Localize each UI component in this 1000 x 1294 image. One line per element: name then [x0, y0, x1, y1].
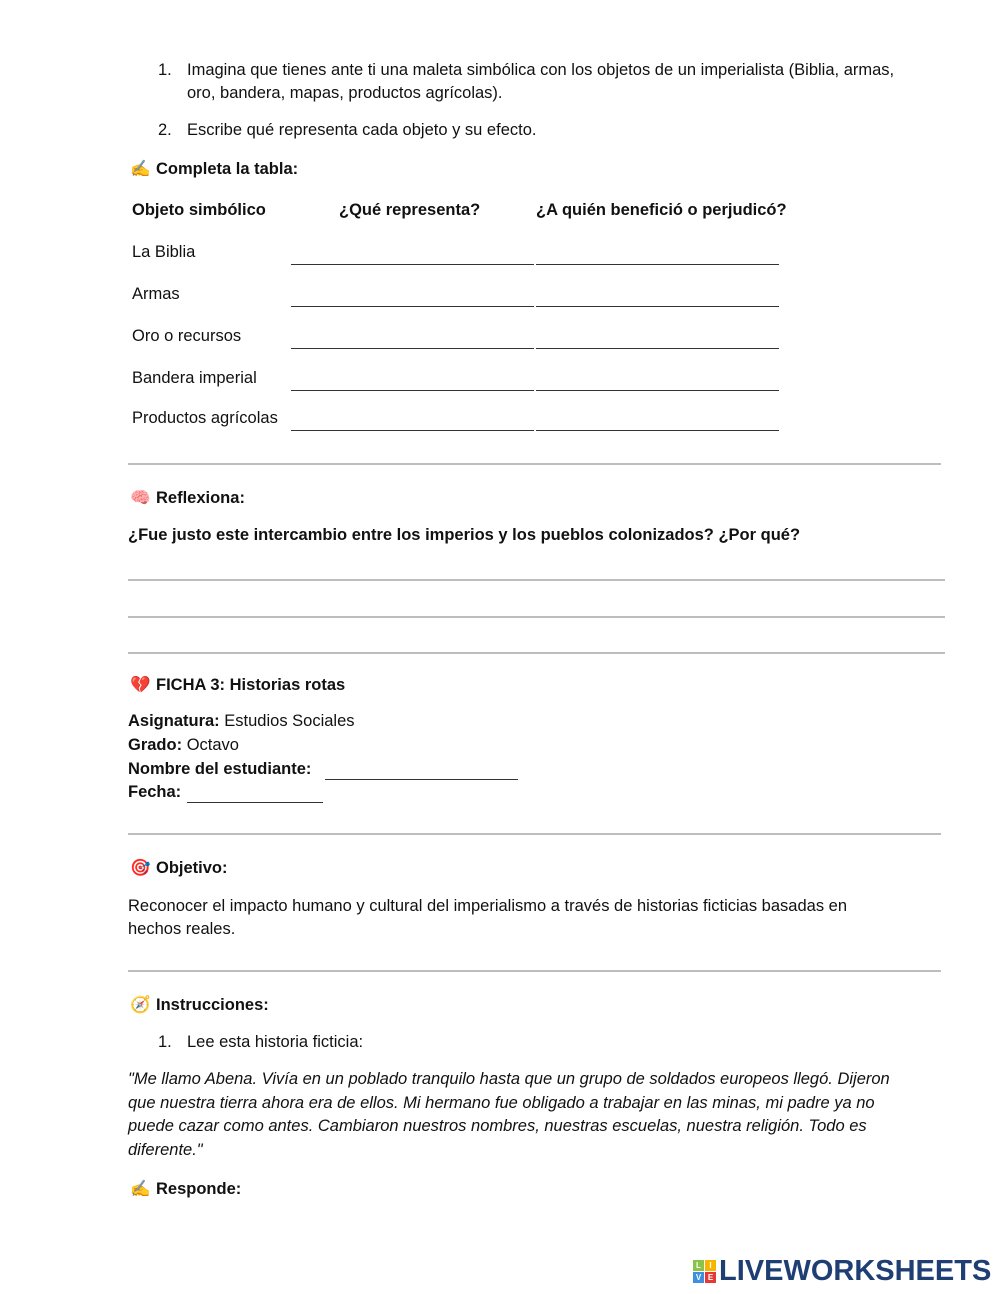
column-header: Objeto simbólico: [132, 201, 266, 219]
grado-label: Grado:: [128, 736, 183, 754]
reflexiona-heading: [130, 486, 245, 510]
writing-hand-icon: ✍️: [130, 160, 151, 178]
story-quote: "Me llamo Abena. Vivía en un poblado tranquilo hasta que un grupo de soldados europeos llegó. Dijeron: [128, 1070, 890, 1088]
step-text: Imagina que tienes ante ti una maleta simbólica con los objetos de un imperialista (Biblia, armas,: [187, 61, 895, 79]
effect-input[interactable]: [536, 324, 779, 349]
reflexiona-title: Reflexiona:: [156, 489, 245, 507]
represents-input[interactable]: [291, 324, 534, 349]
objetivo-title: Objetivo:: [156, 859, 228, 877]
ficha-heading: [130, 673, 345, 697]
row-label: Oro o recursos: [132, 327, 242, 345]
logo-text: LIVEWORKSHEETS: [719, 1255, 992, 1287]
logo-letter-block: E: [705, 1272, 716, 1283]
objetivo-text: hechos reales.: [128, 920, 236, 938]
nombre-input[interactable]: [325, 755, 518, 780]
asignatura-label: Asignatura:: [128, 712, 220, 730]
brain-icon: 🧠: [130, 489, 151, 507]
step-text: Escribe qué representa cada objeto y su efecto.: [187, 121, 537, 139]
responde-title: Responde:: [156, 1180, 242, 1198]
effect-input[interactable]: [536, 366, 779, 391]
ficha-title: FICHA 3: Historias rotas: [156, 676, 346, 694]
asignatura-value: Estudios Sociales: [224, 712, 355, 730]
row-label: Productos agrícolas: [132, 409, 278, 427]
writing-hand-icon: ✍️: [130, 1180, 151, 1198]
responde-heading: [130, 1177, 241, 1201]
nombre-label: Nombre del estudiante:: [128, 760, 312, 778]
answer-line-3[interactable]: [128, 628, 945, 654]
row-label: Bandera imperial: [132, 369, 257, 387]
represents-input[interactable]: [291, 240, 534, 265]
reflexiona-question: ¿Fue justo este intercambio entre los imperios y los pueblos colonizados? ¿Por qué?: [128, 526, 801, 544]
represents-input[interactable]: [291, 366, 534, 391]
fecha-input[interactable]: [187, 778, 323, 803]
compass-icon: 🧭: [130, 996, 151, 1014]
objetivo-text: Reconocer el impacto humano y cultural del imperialismo a través de historias ficticias basadas en: [128, 897, 848, 915]
effect-input[interactable]: [536, 406, 779, 431]
column-header: ¿Qué representa?: [339, 201, 481, 219]
logo-letter-block: I: [705, 1260, 716, 1271]
divider: [128, 833, 941, 835]
logo-letter-block: V: [693, 1272, 704, 1283]
step-number: 2.: [158, 121, 172, 139]
step-text: Lee esta historia ficticia:: [187, 1033, 364, 1051]
answer-line-2[interactable]: [128, 592, 945, 618]
instrucciones-heading: [130, 993, 269, 1017]
story-quote: que nuestra tierra ahora era de ellos. Mi hermano fue obligado a trabajar en las minas, mi padre ya no: [128, 1094, 875, 1112]
divider: [128, 970, 941, 972]
table-heading: [130, 157, 298, 181]
table-heading-text: Completa la tabla:: [156, 160, 299, 178]
represents-input[interactable]: [291, 406, 534, 431]
grado-value: Octavo: [186, 736, 239, 754]
step-number: 1.: [158, 1033, 172, 1051]
represents-input[interactable]: [291, 282, 534, 307]
live-blocks-icon: [693, 1260, 716, 1283]
divider: [128, 463, 941, 465]
logo-letter-block: L: [693, 1260, 704, 1271]
answer-line-1[interactable]: [128, 555, 945, 581]
broken-heart-icon: 💔: [130, 676, 151, 694]
effect-input[interactable]: [536, 240, 779, 265]
target-icon: 🎯: [130, 859, 151, 877]
row-label: Armas: [132, 285, 180, 303]
effect-input[interactable]: [536, 282, 779, 307]
step-number: 1.: [158, 61, 172, 79]
grado-row: [128, 733, 239, 757]
column-header: ¿A quién benefició o perjudicó?: [536, 201, 787, 219]
step-text: oro, bandera, mapas, productos agrícolas).: [187, 84, 503, 102]
liveworksheets-logo: [693, 1255, 991, 1288]
objetivo-heading: [130, 856, 228, 880]
fecha-label: Fecha:: [128, 783, 182, 801]
story-quote: diferente.": [128, 1141, 203, 1159]
asignatura-row: [128, 709, 355, 733]
instrucciones-title: Instrucciones:: [156, 996, 269, 1014]
story-quote: puede cazar como antes. Cambiaron nuestros nombres, nuestras escuelas, nuestra religión. Todo es: [128, 1117, 867, 1135]
row-label: La Biblia: [132, 243, 196, 261]
